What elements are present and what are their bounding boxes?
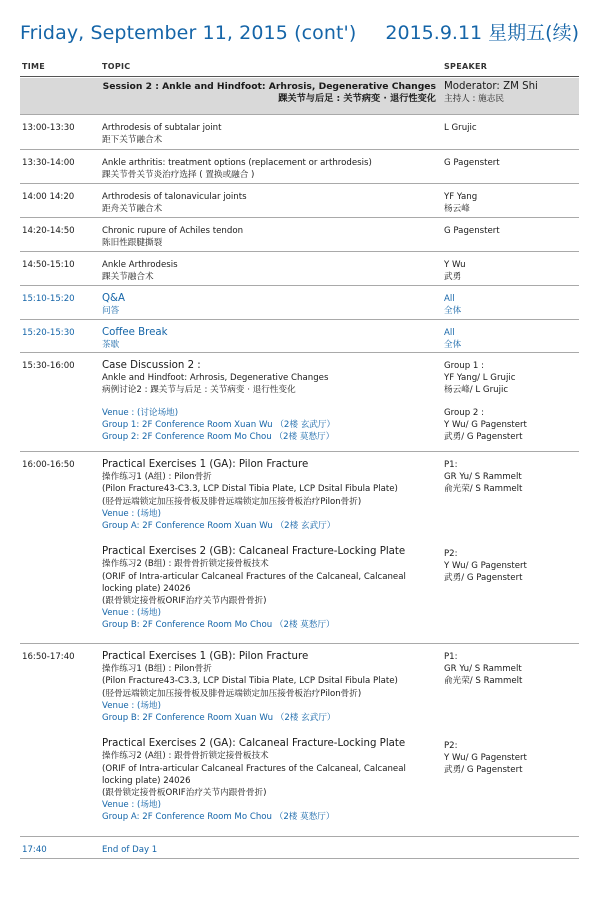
- speaker-group-label: P2:: [444, 740, 458, 751]
- speaker-en: GR Yu/ S Rammelt: [444, 664, 522, 675]
- table-row: [20, 218, 579, 252]
- row-time: 14:20-14:50: [22, 226, 75, 236]
- table-row: [20, 184, 579, 218]
- speaker-cn: 武勇/ G Pagenstert: [444, 432, 523, 443]
- speaker-group-label: P1:: [444, 460, 458, 470]
- topic-title: Practical Exercises 2 (GB): Calcaneal Fracture-Locking Plate: [102, 546, 406, 558]
- speaker-en: All: [444, 328, 455, 338]
- topic-en: Ankle and Hindfoot: Arhrosis, Degenerative Changes: [102, 373, 329, 384]
- topic-cn: 距下关节融合术: [102, 135, 163, 146]
- speaker-cn: 全体: [444, 306, 462, 317]
- topic-detail-cn: (胫骨远端锁定加压接骨板及腓骨远端锁定加压接骨板治疗Pilon骨折): [102, 496, 362, 507]
- session-title-cn: 踝关节与后足 : 关节病变 · 退行性变化: [278, 93, 436, 105]
- speaker: L Grujic: [444, 123, 477, 133]
- speaker-cn: 全体: [444, 340, 462, 351]
- session-row: [20, 78, 579, 115]
- table-row: [20, 452, 579, 644]
- topic-title: Practical Exercises 2 (GA): Calcaneal Fracture-Locking Plate: [102, 738, 406, 750]
- speaker-en: YF Yang: [444, 192, 478, 202]
- table-row: [20, 644, 579, 837]
- topic-detail: locking plate) 24026: [102, 583, 191, 594]
- speaker-en: Y Wu/ G Pagenstert: [444, 752, 527, 763]
- column-header: [20, 58, 579, 77]
- speaker-en: All: [444, 294, 455, 304]
- table-row: [20, 115, 579, 150]
- venue-room: Group 2: 2F Conference Room Mo Chou （2楼 莫愁厅）: [102, 432, 335, 443]
- speaker-en: Y Wu/ G Pagenstert: [444, 419, 527, 430]
- venue-label: Venue : (讨论场地): [102, 407, 179, 418]
- topic-en: Ankle Arthrodesis: [102, 260, 178, 270]
- speaker-cn: 杨云峰/ L Grujic: [444, 385, 509, 396]
- venue-label: Venue : (场地): [102, 800, 161, 811]
- topic-cn: 陈旧性跟腱撕裂: [102, 238, 163, 249]
- speaker-cn: 俞光荣/ S Rammelt: [444, 484, 523, 495]
- topic-detail-cn: (胫骨远端锁定加压接骨板及腓骨远端锁定加压接骨板治疗Pilon骨折): [102, 688, 362, 699]
- speaker: G Pagenstert: [444, 226, 500, 236]
- speaker-cn: 武勇/ G Pagenstert: [444, 573, 523, 584]
- row-time: 14:50-15:10: [22, 260, 75, 270]
- venue-room: Group B: 2F Conference Room Mo Chou （2楼 莫愁厅）: [102, 620, 335, 631]
- topic-cn: 茶歇: [102, 340, 120, 351]
- row-time: 13:00-13:30: [22, 123, 75, 133]
- topic-cn: 踝关节骨关节炎治疗选择 ( 置换或融合 ): [102, 170, 255, 181]
- venue-room: Group B: 2F Conference Room Xuan Wu （2楼 玄武厅）: [102, 713, 336, 724]
- venue-label: Venue : (场地): [102, 508, 161, 519]
- topic-cn: 操作练习2 (A组) : 跟骨骨折锁定接骨板技术: [102, 751, 269, 762]
- table-row: [20, 353, 579, 452]
- topic-detail-cn: (跟骨锁定接骨板ORIF治疗关节内跟骨骨折): [102, 788, 267, 799]
- topic-en: End of Day 1: [102, 845, 158, 855]
- speaker-cn: 武勇: [444, 272, 462, 283]
- topic-en: Ankle arthritis: treatment options (replacement or arthrodesis): [102, 158, 372, 168]
- topic-detail: (Pilon Fracture43-C3.3, LCP Distal Tibia Plate, LCP Dsital Fibula Plate): [102, 676, 398, 687]
- column-speaker: SPEAKER: [444, 62, 488, 71]
- topic-detail: (ORIF of Intra-articular Calcaneal Fractures of the Calcaneal, Calcaneal: [102, 571, 406, 582]
- topic-cn: 距舟关节融合术: [102, 204, 163, 215]
- topic-detail: locking plate) 24026: [102, 775, 191, 786]
- topic-en: Q&A: [102, 293, 125, 304]
- speaker-cn: 俞光荣/ S Rammelt: [444, 676, 523, 687]
- speaker-en: Y Wu: [444, 260, 466, 270]
- topic-en: Chronic rupure of Achiles tendon: [102, 226, 244, 236]
- topic-cn: 问答: [102, 306, 120, 317]
- speaker-group-label: Group 1 :: [444, 361, 484, 371]
- speaker-group-label: Group 2 :: [444, 407, 484, 418]
- venue-room: Group 1: 2F Conference Room Xuan Wu （2楼 玄武厅）: [102, 419, 336, 430]
- row-time: 16:50-17:40: [22, 652, 75, 662]
- page-header: [20, 18, 579, 50]
- column-topic: TOPIC: [102, 62, 131, 71]
- topic-cn: 病例讨论2 : 踝关节与后足 : 关节病变 · 退行性变化: [102, 385, 296, 396]
- topic-detail-cn: (跟骨锁定接骨板ORIF治疗关节内跟骨骨折): [102, 596, 267, 607]
- table-row: [20, 286, 579, 320]
- schedule-table: [20, 78, 579, 859]
- table-row: [20, 320, 579, 353]
- topic-cn: 操作练习2 (B组) : 跟骨骨折锁定接骨板技术: [102, 559, 269, 570]
- table-row: [20, 252, 579, 286]
- speaker-cn: 武勇/ G Pagenstert: [444, 765, 523, 776]
- venue-room: Group A: 2F Conference Room Mo Chou （2楼 莫愁厅）: [102, 812, 335, 823]
- venue-label: Venue : (场地): [102, 700, 161, 711]
- topic-title: Practical Exercises 1 (GB): Pilon Fracture: [102, 651, 309, 662]
- topic-cn: 操作练习1 (A组) : Pilon骨折: [102, 472, 212, 483]
- speaker-en: Y Wu/ G Pagenstert: [444, 560, 527, 571]
- row-time: 15:30-16:00: [22, 361, 75, 371]
- row-time: 15:10-15:20: [22, 294, 75, 304]
- header-title-en: Friday, September 11, 2015 (cont'): [20, 22, 357, 44]
- speaker-en: GR Yu/ S Rammelt: [444, 472, 522, 483]
- speaker-cn: 杨云峰: [444, 204, 470, 215]
- topic-en: Coffee Break: [102, 327, 168, 338]
- row-time: 15:20-15:30: [22, 328, 75, 338]
- moderator-en: Moderator: ZM Shi: [444, 81, 538, 92]
- topic-detail: (ORIF of Intra-articular Calcaneal Fractures of the Calcaneal, Calcaneal: [102, 763, 406, 774]
- column-time: TIME: [22, 62, 46, 71]
- speaker-group-label: P1:: [444, 652, 458, 662]
- topic-en: Arthrodesis of talonavicular joints: [102, 192, 247, 202]
- speaker: G Pagenstert: [444, 158, 500, 168]
- topic-cn: 踝关节融合术: [102, 272, 154, 283]
- row-time: 17:40: [22, 845, 47, 855]
- topic-title: Case Discussion 2 :: [102, 360, 201, 371]
- header-title-cn: 2015.9.11 星期五(续): [385, 22, 579, 44]
- row-time: 13:30-14:00: [22, 158, 75, 168]
- topic-title: Practical Exercises 1 (GA): Pilon Fracture: [102, 459, 309, 470]
- moderator-cn: 主持人 : 施志民: [444, 94, 504, 105]
- topic-detail: (Pilon Fracture43-C3.3, LCP Distal Tibia Plate, LCP Dsital Fibula Plate): [102, 484, 398, 495]
- topic-en: Arthrodesis of subtalar joint: [102, 123, 222, 133]
- table-row: [20, 837, 579, 859]
- venue-label: Venue : (场地): [102, 608, 161, 619]
- venue-room: Group A: 2F Conference Room Xuan Wu （2楼 玄武厅）: [102, 521, 336, 532]
- table-row: [20, 150, 579, 184]
- speaker-en: YF Yang/ L Grujic: [444, 373, 516, 384]
- topic-cn: 操作练习1 (B组) : Pilon骨折: [102, 664, 212, 675]
- speaker-group-label: P2:: [444, 548, 458, 559]
- row-time: 16:00-16:50: [22, 460, 75, 470]
- row-time: 14:00 14:20: [22, 192, 75, 202]
- session-title-en: Session 2 : Ankle and Hindfoot: Arhrosis, Degenerative Changes: [102, 81, 436, 92]
